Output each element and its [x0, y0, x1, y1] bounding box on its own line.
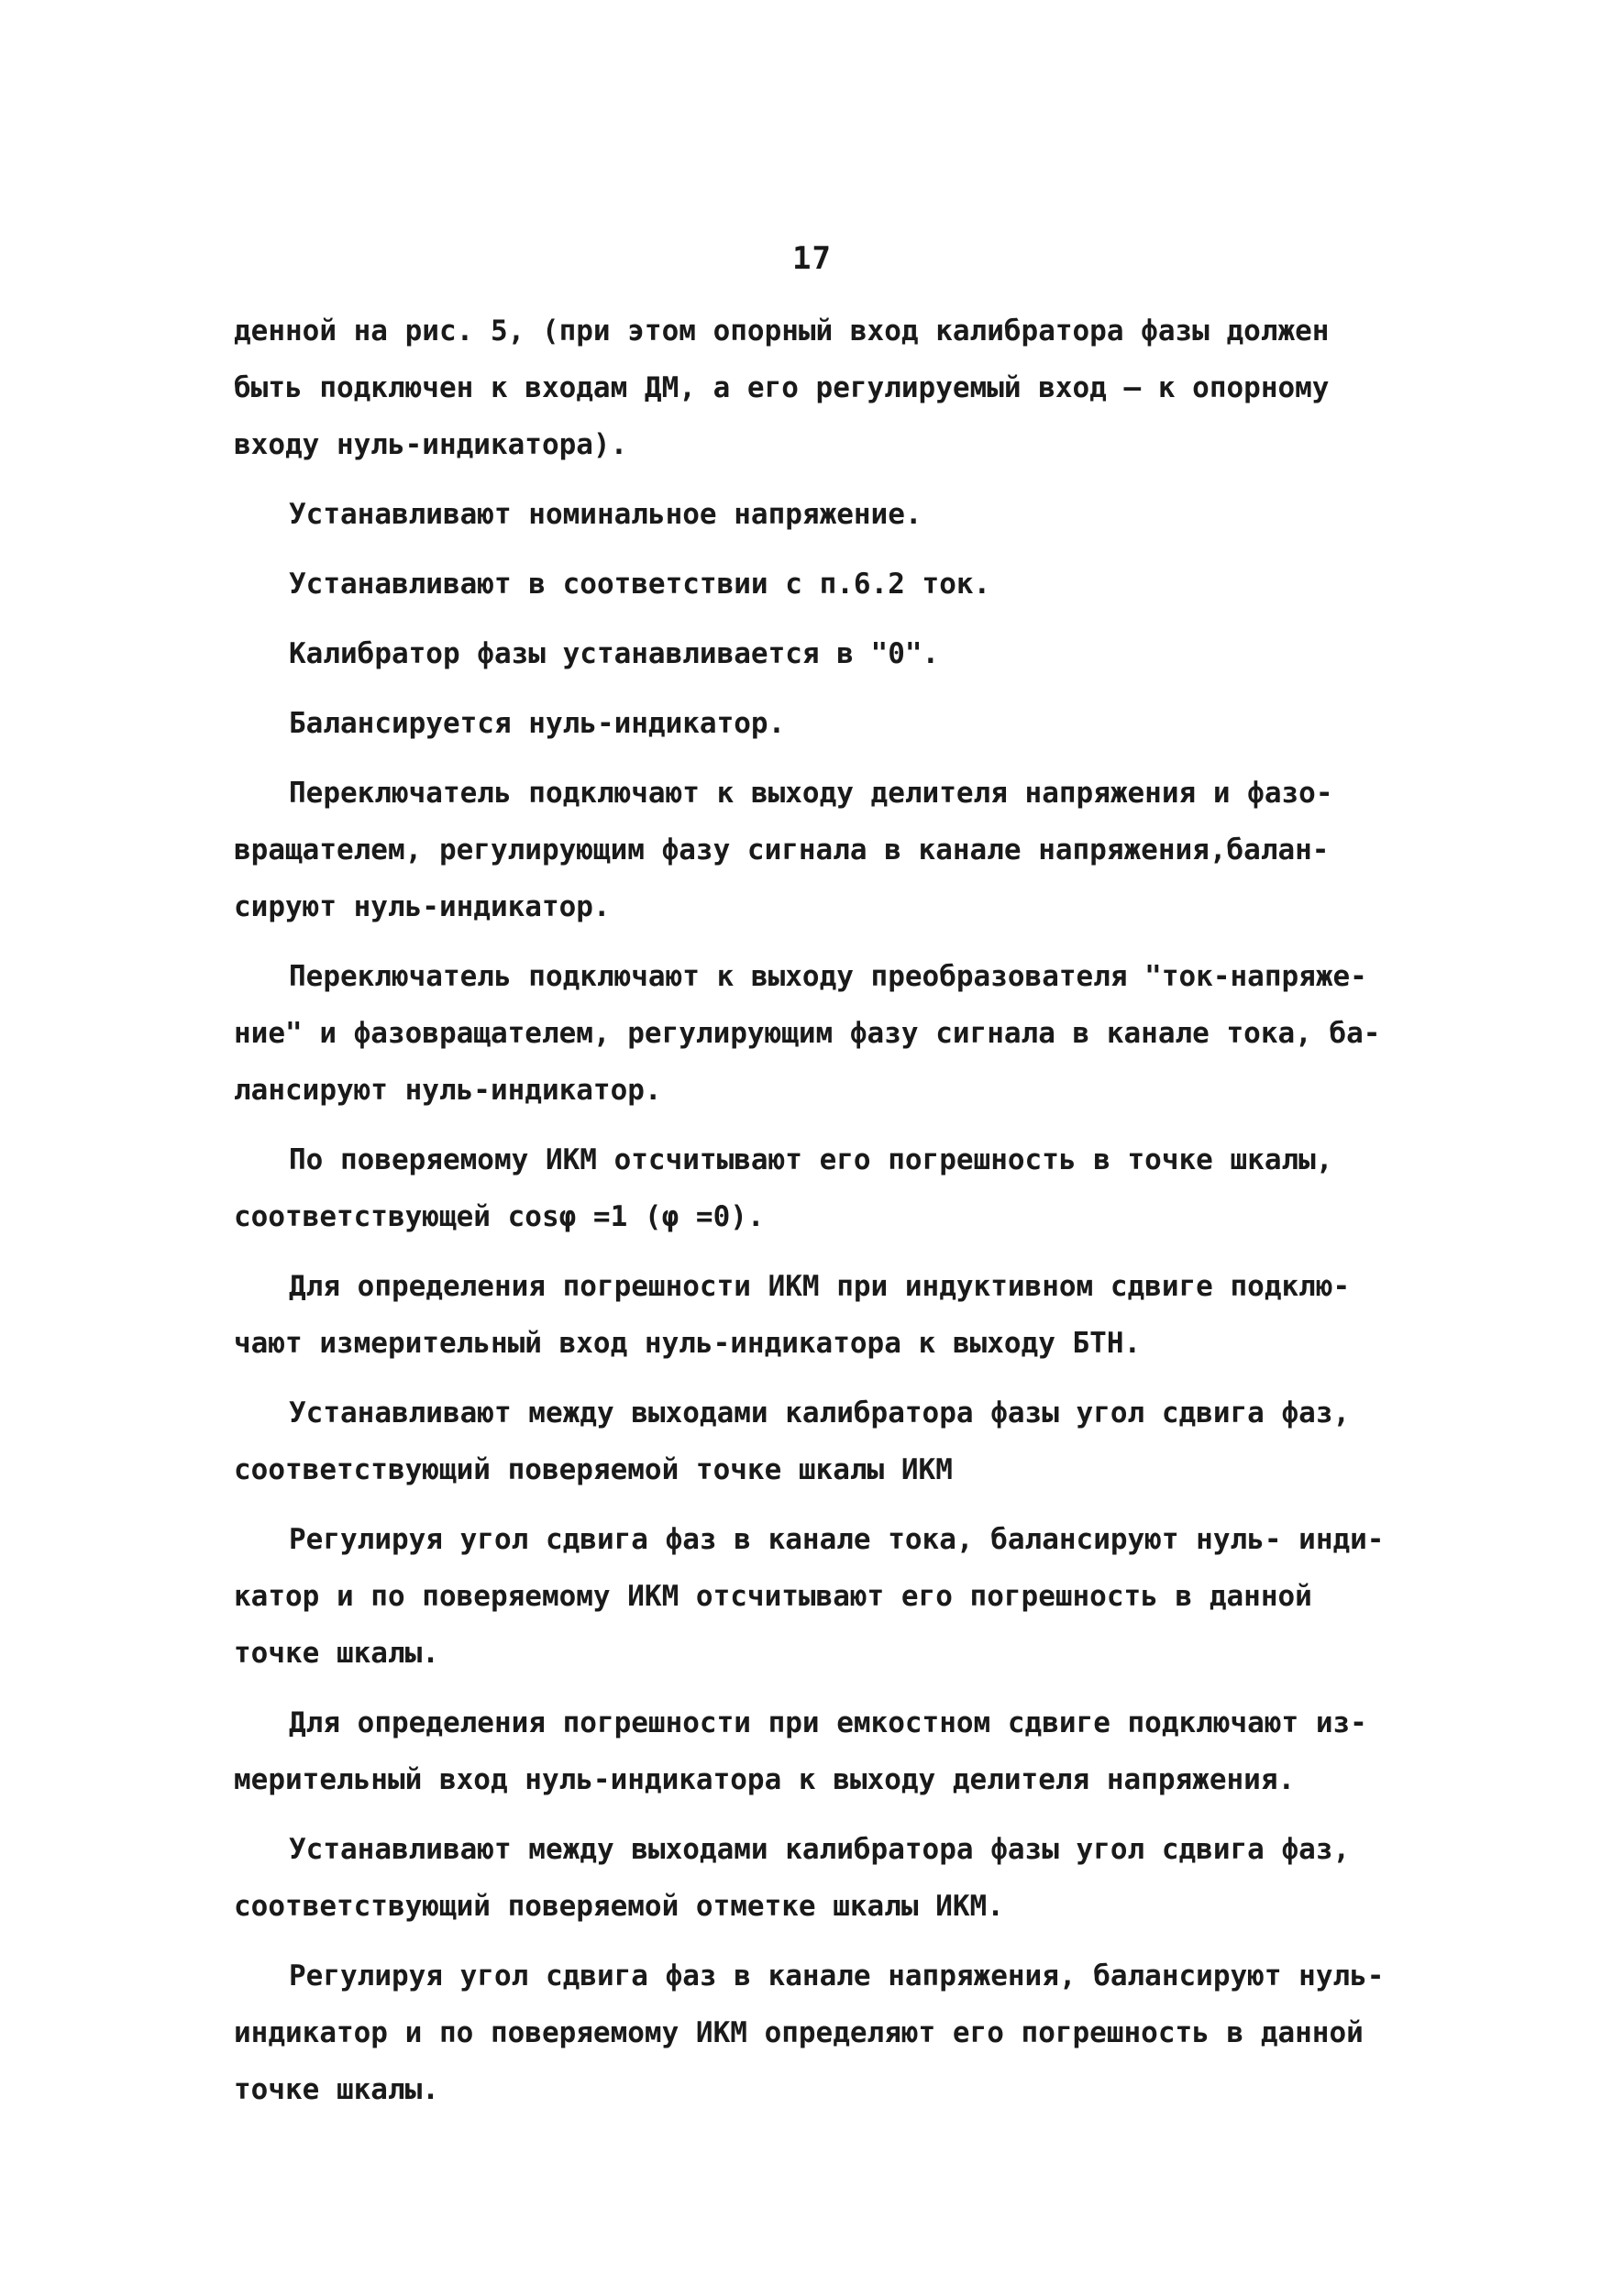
paragraph [234, 1821, 1389, 1935]
paragraph [234, 556, 1389, 613]
paragraph [234, 1385, 1389, 1498]
text-line: Устанавливают между выходами калибратора фазы угол сдвига фаз, [289, 1396, 1351, 1430]
paragraph [234, 486, 1389, 543]
text-line: чают измерительный вход нуль-индикатора к выходу БТН. [234, 1327, 1142, 1360]
text-line: Для определения погрешности ИКМ при индуктивном сдвиге подклю- [289, 1270, 1351, 1303]
text-line: Устанавливают между выходами калибратора фазы угол сдвига фаз, [289, 1833, 1351, 1866]
paragraph [234, 695, 1389, 752]
text-line: соответствующей cosφ =1 (φ =0). [234, 1200, 765, 1233]
text-line: Балансируется нуль-индикатор. [289, 707, 786, 740]
text-line: соответствующий поверяемой точке шкалы ИКМ [234, 1453, 953, 1486]
text-line: Переключатель подключают к выходу преобразователя "ток-напряже- [289, 960, 1367, 993]
text-line: входу нуль-индикатора). [234, 428, 628, 461]
text-line: Регулируя угол сдвига фаз в канале напряжения, балансируют нуль- [289, 1959, 1385, 1993]
text-line: Регулируя угол сдвига фаз в канале тока, балансируют нуль- инди- [289, 1523, 1385, 1556]
text-line: денной на рис. 5, (при этом опорный вход калибратора фазы должен [234, 315, 1330, 348]
paragraph [234, 1131, 1389, 1245]
text-line: мерительный вход нуль-индикатора к выходу делителя напряжения. [234, 1763, 1296, 1796]
paragraph [234, 1511, 1389, 1682]
paragraph [234, 1948, 1389, 2118]
text-line: индикатор и по поверяемому ИКМ определяют его погрешность в данной [234, 2016, 1364, 2049]
paragraph [234, 303, 1389, 473]
text-line: Для определения погрешности при емкостном сдвиге подключают из- [289, 1706, 1367, 1739]
text-line: сируют нуль-индикатор. [234, 890, 611, 923]
body-text [234, 303, 1389, 2118]
paragraph [234, 1258, 1389, 1372]
paragraph [234, 948, 1389, 1119]
text-line: точке шкалы. [234, 2073, 439, 2106]
text-line: лансируют нуль-индикатор. [234, 1074, 662, 1107]
text-line: соответствующий поверяемой отметке шкалы ИКМ. [234, 1890, 1004, 1923]
text-line: По поверяемому ИКМ отсчитывают его погрешность в точке шкалы, [289, 1143, 1333, 1176]
text-line: Устанавливают в соответствии с п.6.2 ток. [289, 568, 991, 601]
text-line: катор и по поверяемому ИКМ отсчитывают его погрешность в данной [234, 1580, 1312, 1613]
text-line: ние" и фазовращателем, регулирующим фазу сигнала в канале тока, ба- [234, 1017, 1381, 1050]
paragraph [234, 625, 1389, 682]
text-line: Калибратор фазы устанавливается в "0". [289, 637, 940, 670]
text-line: вращателем, регулирующим фазу сигнала в канале напряжения,балан- [234, 833, 1330, 867]
text-line: быть подключен к входам ДМ, а его регулируемый вход – к опорному [234, 371, 1330, 404]
paragraph [234, 765, 1389, 935]
text-line: Устанавливают номинальное напряжение. [289, 498, 922, 531]
paragraph [234, 1694, 1389, 1808]
text-line: точке шкалы. [234, 1637, 439, 1670]
text-line: Переключатель подключают к выходу делителя напряжения и фазо- [289, 777, 1333, 810]
page-number: 17 [792, 240, 832, 277]
